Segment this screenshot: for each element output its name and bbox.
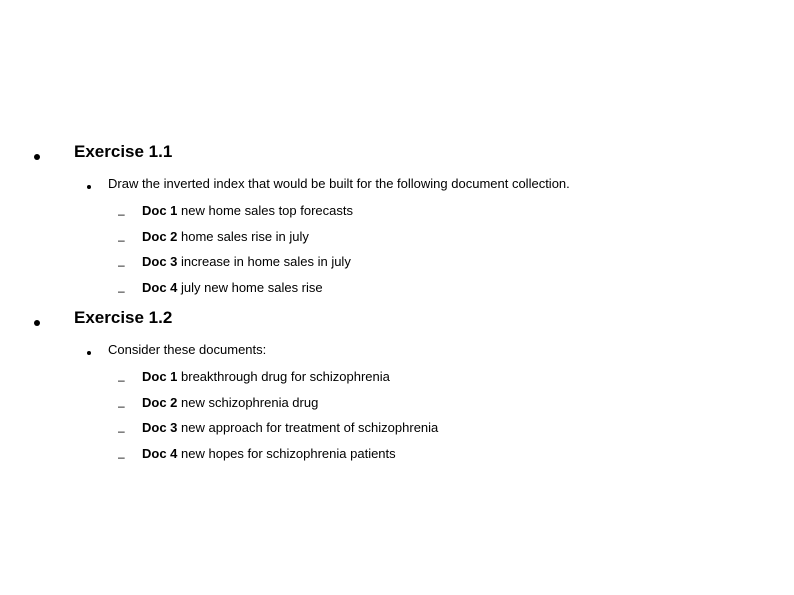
doc-label: Doc 3 <box>142 420 178 435</box>
dash-icon: – <box>118 399 125 413</box>
doc-label: Doc 1 <box>142 203 178 218</box>
doc-item <box>142 369 390 384</box>
doc-item <box>142 395 318 410</box>
exercise-1-2-title: Exercise 1.2 <box>74 308 173 327</box>
doc-label: Doc 4 <box>142 446 178 461</box>
dash-icon: – <box>118 450 125 464</box>
doc-item <box>142 229 309 244</box>
dash-icon: – <box>118 373 125 387</box>
doc-label: Doc 3 <box>142 254 178 269</box>
bullet-icon <box>34 320 40 326</box>
doc-label: Doc 1 <box>142 369 178 384</box>
bullet-icon <box>34 154 40 160</box>
doc-item <box>142 420 438 435</box>
doc-item <box>142 203 353 218</box>
doc-label: Doc 2 <box>142 395 178 410</box>
doc-label: Doc 2 <box>142 229 178 244</box>
dash-icon: – <box>118 424 125 438</box>
doc-label: Doc 4 <box>142 280 178 295</box>
doc-text: new home sales top forecasts <box>177 203 353 218</box>
doc-text: breakthrough drug for schizophrenia <box>177 369 390 384</box>
exercise-1-1-title: Exercise 1.1 <box>74 142 173 161</box>
doc-item <box>142 446 396 461</box>
doc-item <box>142 254 351 269</box>
doc-text: new schizophrenia drug <box>177 395 319 410</box>
dash-icon: – <box>118 233 125 247</box>
doc-item <box>142 280 323 295</box>
doc-text: new approach for treatment of schizophrenia <box>177 420 439 435</box>
bullet-icon <box>87 185 91 189</box>
doc-text: new hopes for schizophrenia patients <box>177 446 396 461</box>
doc-text: home sales rise in july <box>177 229 309 244</box>
dash-icon: – <box>118 258 125 272</box>
dash-icon: – <box>118 284 125 298</box>
exercise-1-1-prompt: Draw the inverted index that would be built for the following document collection. <box>108 176 570 191</box>
bullet-icon <box>87 351 91 355</box>
doc-text: july new home sales rise <box>177 280 323 295</box>
dash-icon: – <box>118 207 125 221</box>
exercise-1-2-prompt: Consider these documents: <box>108 342 267 357</box>
doc-text: increase in home sales in july <box>177 254 351 269</box>
